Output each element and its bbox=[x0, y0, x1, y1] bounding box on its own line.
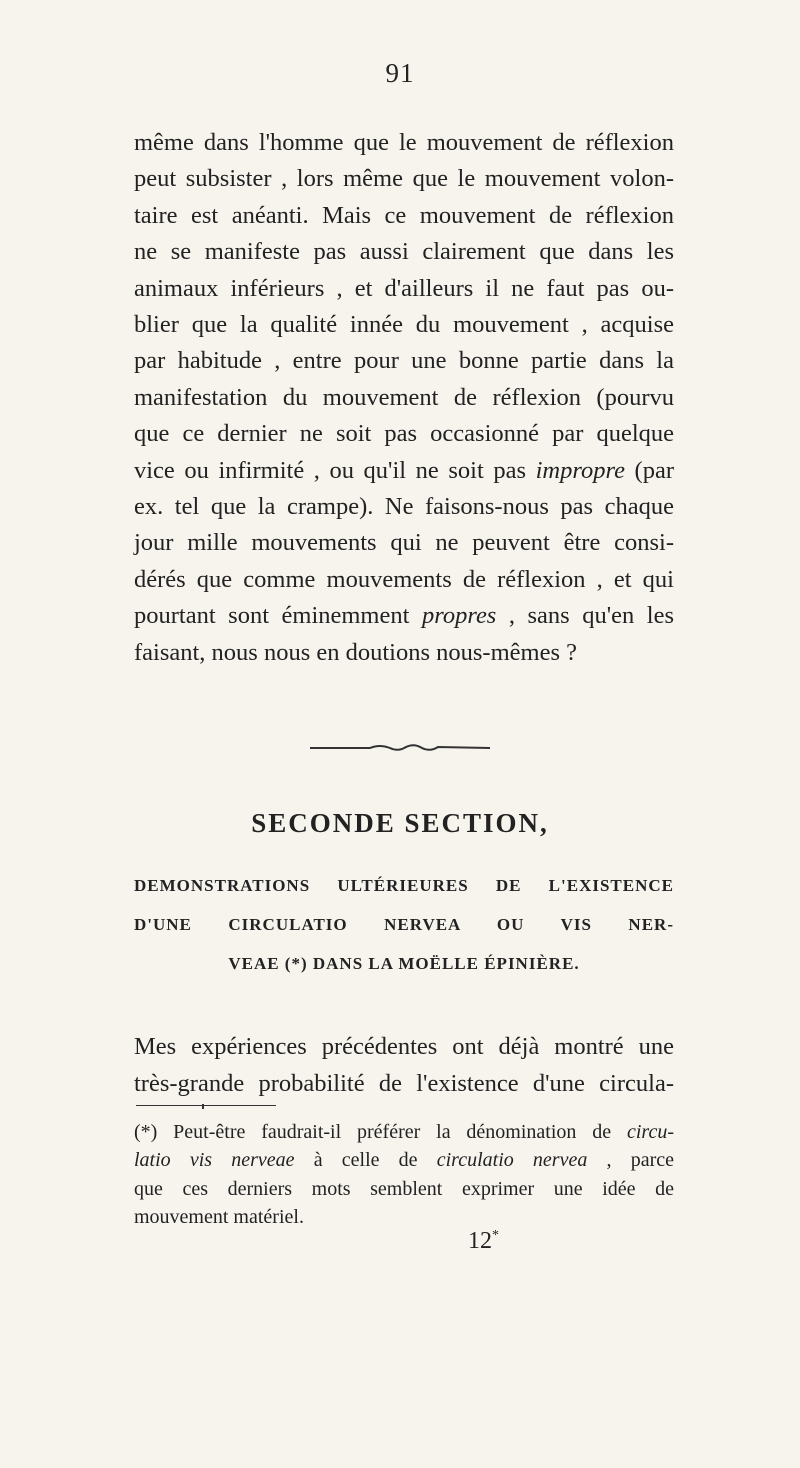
body-line: jour mille mouvements qui ne peuvent être consi- bbox=[134, 529, 674, 557]
footnote-italic: circulatio nervea bbox=[436, 1149, 588, 1172]
subtitle-line: D'UNE CIRCULATIO NERVEA OU VIS NER- bbox=[134, 915, 674, 934]
footnote-divider bbox=[136, 1105, 276, 1106]
footnote bbox=[134, 1118, 674, 1232]
signature-star: * bbox=[492, 1228, 499, 1243]
body-line: ex. tel que la crampe). Ne faisons-nous pas chaque bbox=[134, 493, 674, 521]
body-line: manifestation du mouvement de réflexion (pourvu bbox=[134, 383, 674, 411]
body-text: pourtant sont éminemment bbox=[134, 602, 422, 630]
footnote-line: mouvement matériel. bbox=[134, 1206, 304, 1229]
intro-line: très-grande probabilité de l'existence d'une circula- bbox=[134, 1070, 674, 1097]
body-line bbox=[134, 453, 674, 489]
footnote-italic: latio vis nerveae bbox=[134, 1149, 295, 1172]
body-text: , sans qu'en les bbox=[496, 602, 674, 630]
footnote-line: que ces derniers mots semblent exprimer une idée de bbox=[134, 1177, 674, 1200]
body-line: ne se manifeste pas aussi clairement que dans les bbox=[134, 238, 674, 266]
footnote-divider-tick bbox=[202, 1104, 204, 1109]
italic-word: impropre bbox=[535, 456, 625, 484]
body-line: même dans l'homme que le mouvement de réflexion bbox=[134, 129, 674, 156]
body-line: blier que la qualité innée du mouvement , acquise bbox=[134, 311, 674, 339]
footnote-marker: (*) bbox=[134, 1121, 158, 1143]
subtitle-line: VEAE (*) DANS LA MOËLLE ÉPINIÈRE. bbox=[228, 954, 580, 973]
intro-paragraph bbox=[134, 1028, 674, 1102]
footnote-italic: circu- bbox=[626, 1121, 674, 1143]
body-line: faisant, nous nous en doutions nous-mêmes ? bbox=[134, 638, 577, 666]
body-line: peut subsister , lors même que le mouvement volon- bbox=[134, 165, 674, 193]
signature-mark bbox=[468, 1228, 499, 1255]
footnote-text: à celle de bbox=[294, 1149, 437, 1172]
italic-word: propres bbox=[421, 602, 497, 630]
body-line bbox=[134, 598, 674, 634]
footnote-line bbox=[134, 1146, 674, 1174]
subtitle-line: DEMONSTRATIONS ULTÉRIEURES DE L'EXISTENCE bbox=[134, 876, 674, 895]
section-title: SECONDE SECTION, bbox=[251, 808, 549, 838]
page-number: 91 bbox=[385, 58, 415, 88]
body-line: par habitude , entre pour une bonne partie dans la bbox=[134, 347, 674, 375]
body-paragraph bbox=[134, 125, 674, 671]
body-line: dérés que comme mouvements de réflexion , et qui bbox=[134, 565, 674, 593]
signature-number: 12 bbox=[468, 1228, 492, 1254]
footnote-text: Peut-être faudrait-il préférer la dénomination de bbox=[157, 1121, 627, 1143]
section-subtitle bbox=[134, 866, 674, 983]
body-text: vice ou infirmité , ou qu'il ne soit pas bbox=[134, 456, 536, 484]
body-text: (par bbox=[624, 456, 674, 484]
body-line: animaux inférieurs , et d'ailleurs il ne faut pas ou- bbox=[134, 274, 674, 302]
intro-line: Mes expériences précédentes ont déjà montré une bbox=[134, 1033, 674, 1060]
footnote-text: , parce bbox=[587, 1149, 675, 1172]
body-line: que ce dernier ne soit pas occasionné par quelque bbox=[134, 420, 674, 448]
section-ornament bbox=[310, 743, 490, 753]
footnote-line bbox=[134, 1118, 674, 1146]
body-line: taire est anéanti. Mais ce mouvement de réflexion bbox=[134, 201, 674, 229]
